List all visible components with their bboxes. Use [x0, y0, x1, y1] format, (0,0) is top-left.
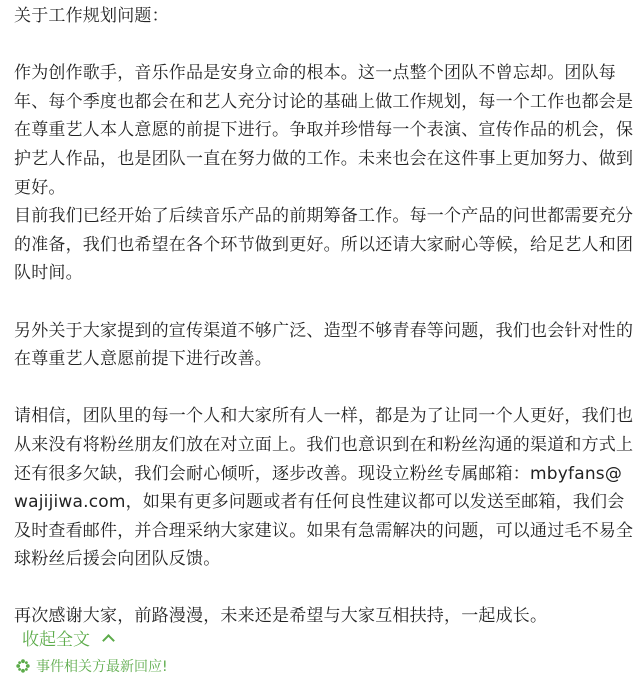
post-paragraph-thanks: 再次感谢大家，前路漫漫，未来还是希望与大家互相扶持，一起成长。 [14, 606, 548, 627]
chevron-up-icon [102, 634, 115, 647]
collapse-label: 收起全文 [22, 630, 90, 650]
post-paragraph-preparation: 目前我们已经开始了后续音乐产品的前期筹备工作。每一个产品的问世都需要充分的准备，我们也希望在各个环节做到更好。所以还请大家耐心等候，给足艺人和团队时间。 [14, 206, 634, 284]
post-body [14, 2, 634, 631]
post-heading: 关于工作规划问题： [14, 6, 169, 26]
post-paragraph-fans: 请相信，团队里的每一个人和大家所有人一样，都是为了让同一个人更好，我们也从来没有将粉丝朋友们放在对立面上。我们也意识到在和粉丝沟通的渠道和方式上还有很多欠缺，我们会耐心倾听，逐步改善。现设立粉丝专属邮箱：mbyfans@wajijiwa.com，如果有更多问题或者有任何良性建议都可以发送至邮箱，我们会及时查看邮件，并合理采纳大家建议。如果有急需解决的问题，可以通过毛不易全球粉丝后援会向团队反馈。 [14, 406, 634, 570]
related-link[interactable] [16, 656, 168, 676]
burst-icon [16, 659, 30, 673]
related-label: 事件相关方最新回应! [36, 659, 168, 675]
post-paragraph-promotion: 另外关于大家提到的宣传渠道不够广泛、造型不够青春等问题，我们也会针对性的在尊重艺人意愿前提下进行改善。 [14, 320, 634, 370]
collapse-button[interactable] [22, 625, 113, 650]
post-paragraph-work-plan: 作为创作歌手，音乐作品是安身立命的根本。这一点整个团队不曾忘却。团队每年、每个季度也都会在和艺人充分讨论的基础上做工作规划，每一个工作也都会是在尊重艺人本人意愿的前提下进行。争取并珍惜每一个表演、宣传作品的机会，保护艺人作品，也是团队一直在努力做的工作。未来也会在这件事上更加努力、做到更好。 [14, 63, 634, 198]
